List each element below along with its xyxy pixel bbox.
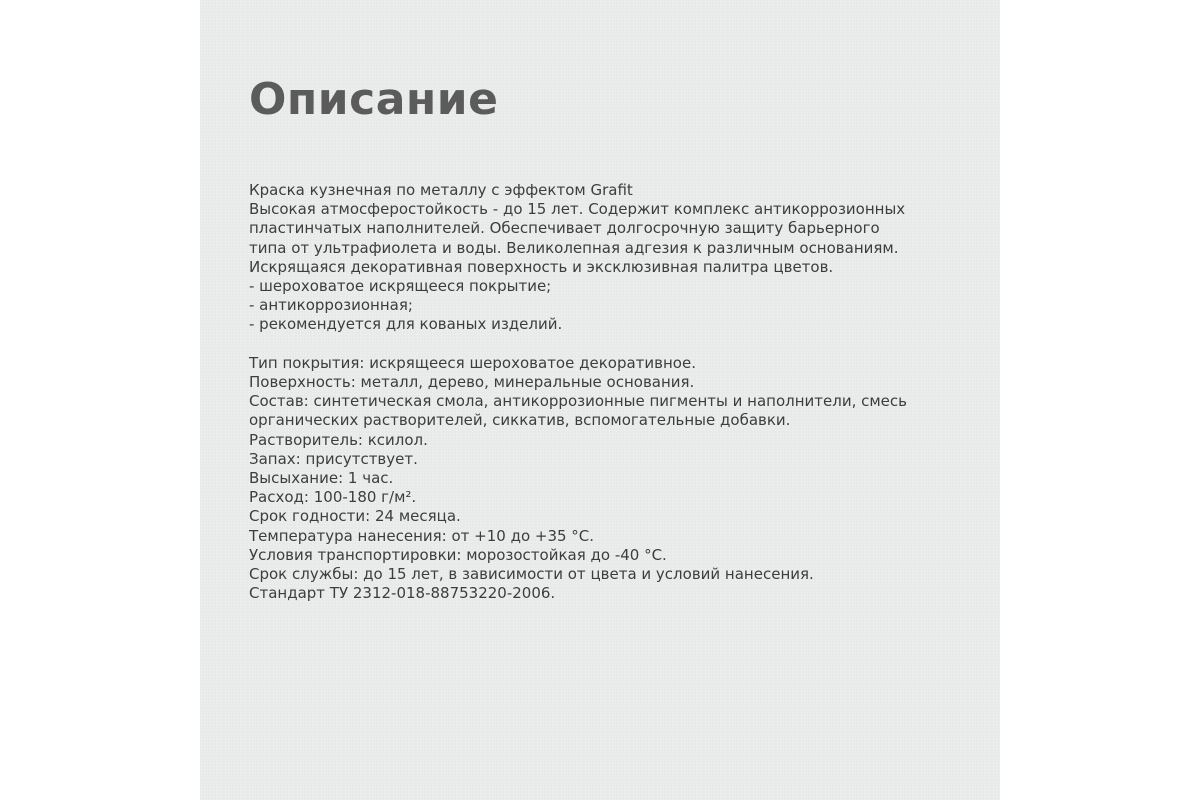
intro-line: Высокая атмосферостойкость - до 15 лет. Содержит комплекс антикоррозионных	[249, 200, 906, 219]
spec-line: Высыхание: 1 час.	[249, 469, 394, 488]
spec-line: Срок службы: до 15 лет, в зависимости от цвета и условий нанесения.	[249, 565, 814, 584]
description-body	[249, 181, 989, 603]
spec-line: Растворитель: ксилол.	[249, 430, 428, 449]
spec-line: Срок годности: 24 месяца.	[249, 507, 461, 526]
spec-line: органических растворителей, сиккатив, вспомогательные добавки.	[249, 411, 791, 430]
feature-list-item: - шероховатое искрящееся покрытие;	[249, 277, 552, 296]
spec-line: Температура нанесения: от +10 до +35 °С.	[249, 526, 595, 545]
page-title: Описание	[249, 74, 499, 125]
intro-line: пластинчатых наполнителей. Обеспечивает долгосрочную защиту барьерного	[249, 219, 880, 238]
feature-list-item: - антикоррозионная;	[249, 296, 413, 315]
spec-line: Стандарт ТУ 2312-018-88753220-2006.	[249, 584, 556, 603]
description-card	[200, 0, 1000, 800]
specs-block	[249, 354, 989, 604]
intro-line: Искрящаяся декоративная поверхность и эксклюзивная палитра цветов.	[249, 257, 834, 276]
spec-line: Тип покрытия: искрящееся шероховатое декоративное.	[249, 353, 696, 372]
spec-line: Расход: 100-180 г/м².	[249, 488, 417, 507]
intro-block	[249, 181, 989, 335]
spec-line: Поверхность: металл, дерево, минеральные основания.	[249, 373, 695, 392]
paragraph-spacer	[249, 335, 989, 354]
spec-line: Условия транспортировки: морозостойкая до -40 °С.	[249, 545, 667, 564]
spec-line: Состав: синтетическая смола, антикоррозионные пигменты и наполнители, смесь	[249, 392, 907, 411]
feature-list-item: - рекомендуется для кованых изделий.	[249, 315, 563, 334]
intro-line: типа от ультрафиолета и воды. Великолепная адгезия к различным основаниям.	[249, 238, 899, 257]
spec-line: Запах: присутствует.	[249, 449, 418, 468]
intro-line: Краска кузнечная по металлу с эффектом Grafit	[249, 181, 633, 199]
